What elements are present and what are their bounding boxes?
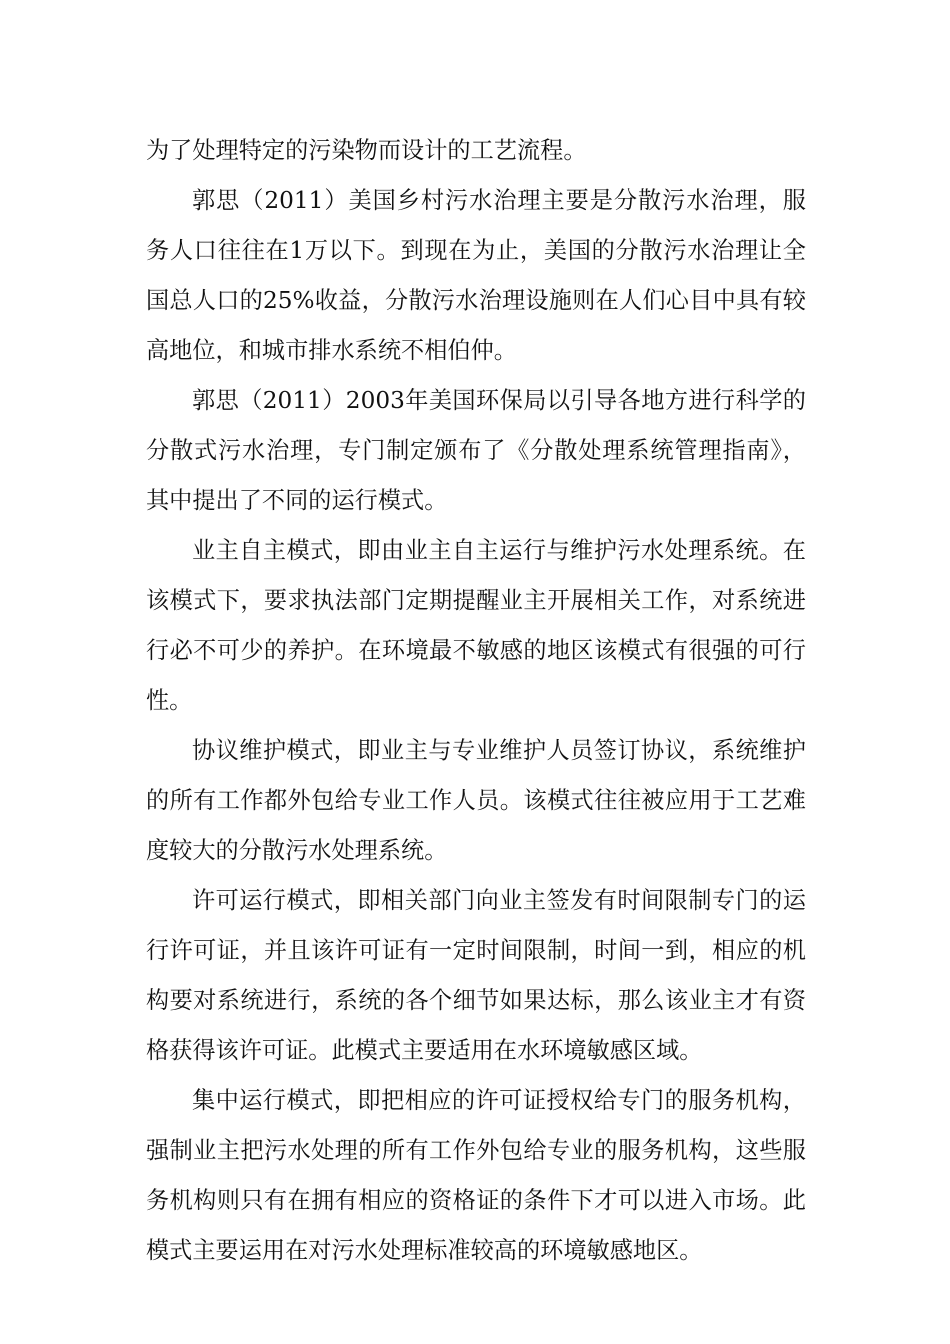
document-body — [146, 126, 806, 1276]
paragraph-continuation: 为了处理特定的污染物而设计的工艺流程。 — [146, 137, 587, 164]
paragraph-rural-sewage: 郭思（2011）美国乡村污水治理主要是分散污水治理，服务人口往往在1万以下。到现在为止，美国的分散污水治理让全国总人口的25%收益，分散污水治理设施则在人们心目中具有较高地位，和城市排水系统不相伯仲。 — [146, 187, 806, 364]
paragraph-permit-mode: 许可运行模式，即相关部门向业主签发有时间限制专门的运行许可证，并且该许可证有一定时间限制，时间一到，相应的机构要对系统进行，系统的各个细节如果达标，那么该业主才有资格获得该许可证。此模式主要适用在水环境敏感区域。 — [146, 887, 806, 1064]
paragraph-owner-mode: 业主自主模式，即由业主自主运行与维护污水处理系统。在该模式下，要求执法部门定期提醒业主开展相关工作，对系统进行必不可少的养护。在环境最不敏感的地区该模式有很强的可行性。 — [146, 537, 806, 714]
paragraph-centralized-mode: 集中运行模式，即把相应的许可证授权给专门的服务机构，强制业主把污水处理的所有工作外包给专业的服务机构，这些服务机构则只有在拥有相应的资格证的条件下才可以进入市场。此模式主要运用在对污水处理标准较高的环境敏感地区。 — [146, 1087, 806, 1264]
paragraph-epa-guidelines: 郭思（2011）2003年美国环保局以引导各地方进行科学的分散式污水治理，专门制定颁布了《分散处理系统管理指南》，其中提出了不同的运行模式。 — [146, 387, 806, 514]
paragraph-contract-mode: 协议维护模式，即业主与专业维护人员签订协议，系统维护的所有工作都外包给专业工作人员。该模式往往被应用于工艺难度较大的分散污水处理系统。 — [146, 737, 806, 864]
